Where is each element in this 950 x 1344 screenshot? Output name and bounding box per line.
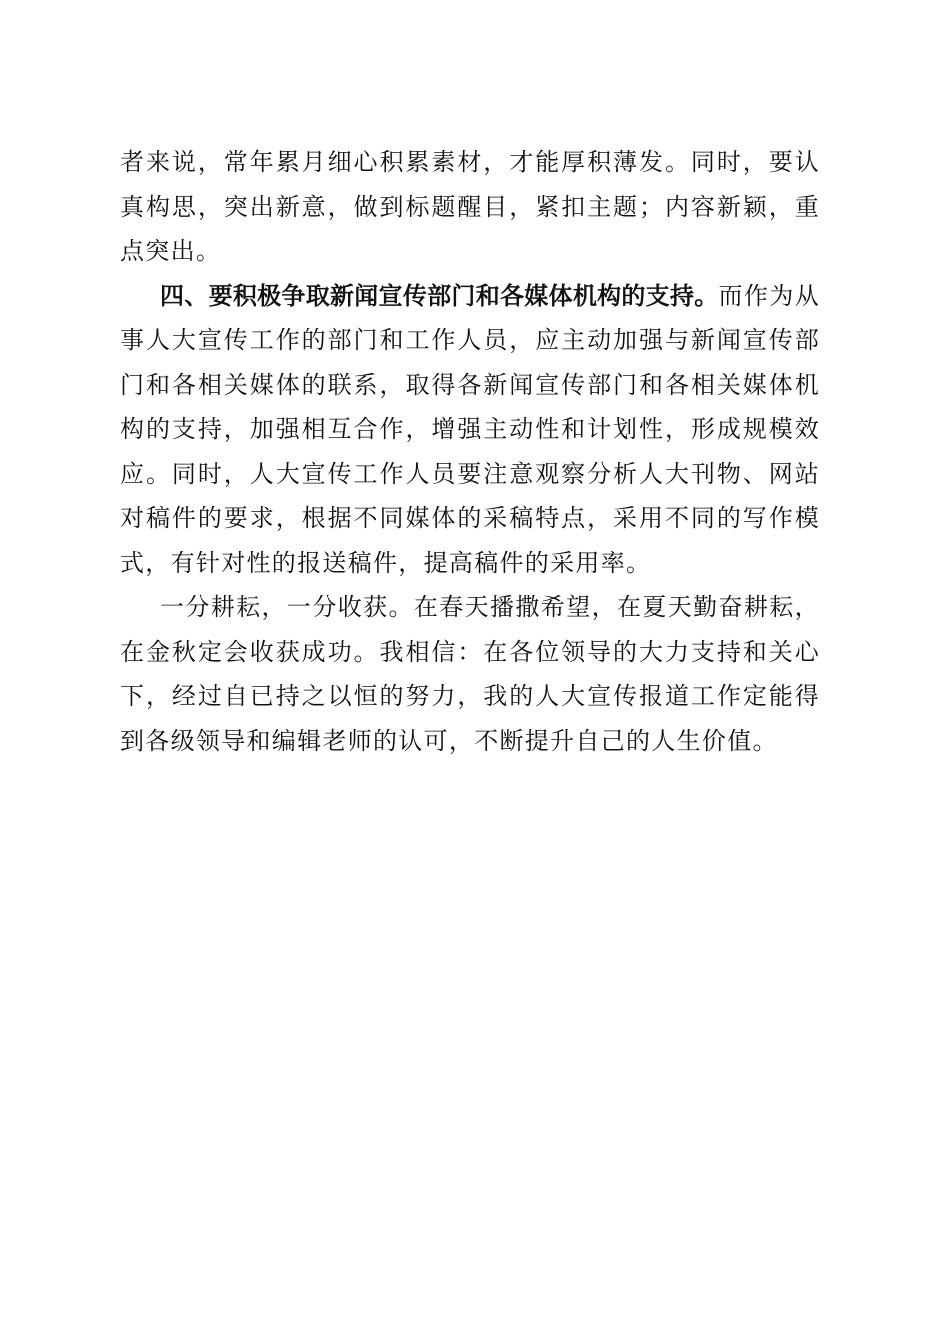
section-heading: 四、要积极争取新闻宣传部门和各媒体机构的支持。: [160, 281, 719, 310]
section-body: 而作为从事人大宣传工作的部门和工作人员，应主动加强与新闻宣传部门和各相关媒体的联系，取得各新闻宣传部门和各相关媒体机构的支持，加强相互合作，增强主动性和计划性，形成规模效应。同时，人大宣传工作人员要注意观察分析人大刊物、网站对稿件的要求，根据不同媒体的采稿特点，采用不同的写作模式，有针对性的报送稿件，提高稿件的采用率。: [120, 281, 820, 577]
paragraph-section-four: [120, 274, 820, 586]
paragraph-continued: 者来说，常年累月细心积累素材，才能厚积薄发。同时，要认真构思，突出新意，做到标题醒目，紧扣主题；内容新颖，重点突出。: [120, 148, 820, 265]
document-body: [120, 140, 820, 763]
paragraph-closing: 一分耕耘，一分收获。在春天播撒希望，在夏天勤奋耕耘，在金秋定会收获成功。我相信：在各位领导的大力支持和关心下，经过自已持之以恒的努力，我的人大宣传报道工作定能得到各级领导和编辑老师的认可，不断提升自己的人生价值。: [120, 593, 820, 755]
